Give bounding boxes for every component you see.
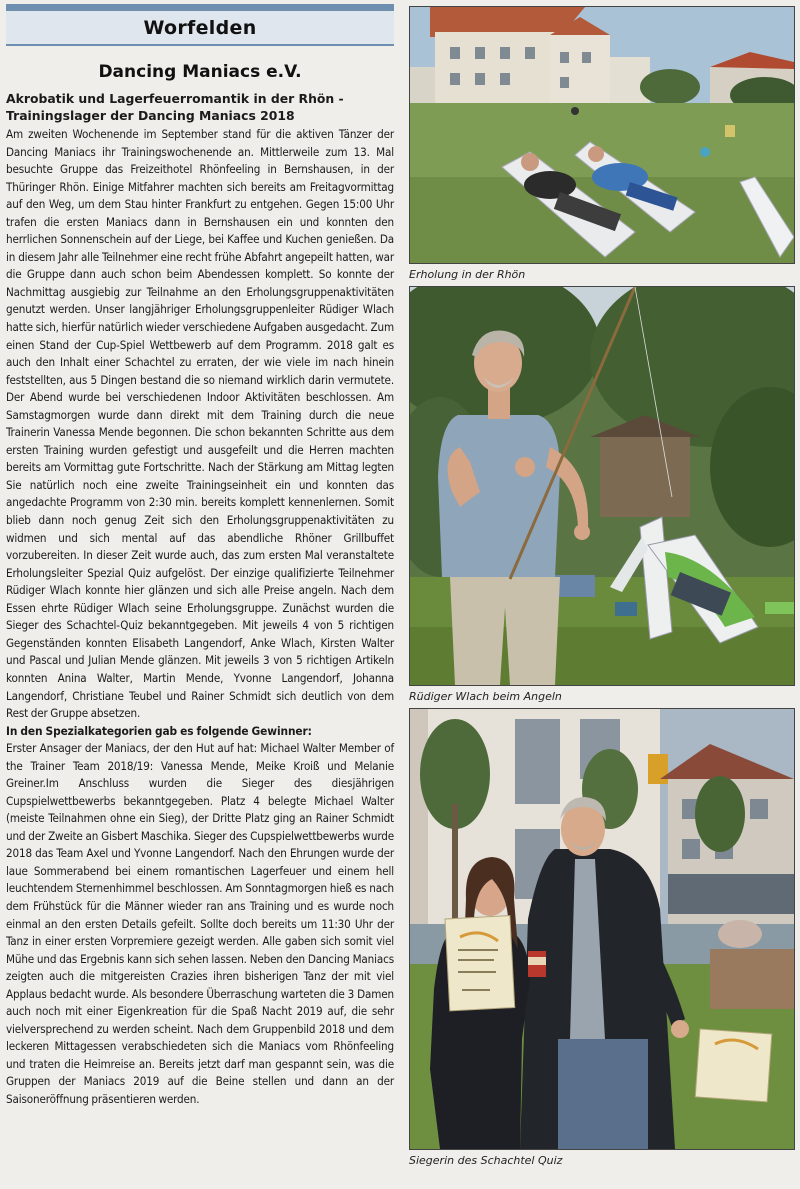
article-body [6,126,394,1109]
article-headline: Akrobatik und Lagerfeuerromantik in der Rhön - Trainingslager der Dancing Maniacs 2018 [6,91,344,123]
photo-caption-3: Siegerin des Schachtel Quiz [409,1154,563,1167]
photo-caption-1: Erholung in der Rhön [409,268,526,281]
article-org-title: Dancing Maniacs e.V. [98,62,302,82]
article-column [6,4,394,1109]
photo-quiz-winner [409,708,795,1150]
article-paragraph-1: Am zweiten Wochenende im September stand für die aktiven Tänzer der Dancing Maniacs ihr Trainingswochenende an. Mittlerweile zum 13. Mal besuchte Gruppe das Freizeithotel Rhönfeeling in Bernshausen, in der Thüringer Rhön. Einige Mitfahrer machten sich bereits am Freitagvormittag auf den Weg, um dem Stau hinter Frankfurt zu entgehen. Gegen 15:00 Uhr trafen die ersten Maniacs dann in Bernshausen ein und konnten den herrlichen Sonnenschein auf der Liege, bei Kaffee und Kuchen genießen. Da in diesem Jahr alle Teilnehmer eine recht frühe Abfahrt angepeilt hatten, war die Gruppe dann auch schon beim Abendessen komplett. So konnte der Nachmittag ausgiebig zur Teilnahme an den Erholungsgruppenaktivitäten genutzt werden. Unser langjähriger Erholungsgruppenleiter Rüdiger Wlach hatte sich, hierfür natürlich wieder verschiedene Aufgaben ausgedacht. Zum einen Stand der Cup-Spiel Wettbewerb auf dem Programm. 2018 galt es auch den Inhalt einer Schachtel zu erraten, der wie viele im nach hinein feststellten, aus 5 Dingen bestand die so niemand wirklich darin vermutete. Der Abend wurde bei verschiedenen Indoor Aktivitäten beschlossen. Am Samstagmorgen wurde dann direkt mit dem Training durch die neue Trainerin Vanessa Mende begonnen. Die schon bekannten Schritte aus dem ersten Training wurden gefestigt und ausgefeilt und die Herren machten bereits am Vormittag gute Fortschritte. Nach der Stärkung am Mittag legten Sie natürlich noch eine zweite Trainingseinheit ein und konnten das angedachte Programm von 2:30 min. bereits komplett kennenlernen. Somit blieb dann noch genug Zeit sich den Erholungsgruppenaktivitäten zu widmen und sich mental auf das abendliche Rhöner Grillbuffet vorzubereiten. In dieser Zeit wurde auch, das zum ersten Mal veranstaltete Erholungsleiter Spezial Quiz aufgelöst. Der einzige qualifizierte Teilnehmer Rüdiger Wlach konnte hier glänzen und sich alle Preise angeln. Nach dem Essen ehrte Rüdiger Wlach seine Erholungsgruppe. Zunächst wurden die Sieger des Schachtel-Quiz bekanntgegeben. Mit jeweils 4 von 5 richtigen Gegenständen konnten Elisabeth Langendorf, Anke Wlach, Kirsten Walter und Pascal und Julian Mende glänzen. Mit jeweils 3 von 5 richtigen Artikeln konnten Anina Walter, Martin Mende, Yvonne Langendorf, Johanna Langendorf, Christiane Teubel und Rainer Schmidt sich deutlich von dem Rest der Gruppe absetzen. [6,127,394,721]
photo-relaxing [409,6,795,264]
photo-column [409,6,795,1172]
photo-fishing [409,286,795,686]
article-paragraph-2: Erster Ansager der Maniacs, der den Hut auf hat: Michael Walter Member of the Trainer Team 2018/19: Vanessa Mende, Meike Kroiß und Melanie Greiner.Im Anschluss wurden die Sieger des diesjährigen Cupspielwettbewerbs bekanntgegeben. Platz 4 belegte Michael Walter (meiste Teilnahmen ohne ein Sieg), der Dritte Platz ging an Rainer Schmidt und der Zweite an Gisbert Maschika. Sieger des Cupspielwettbewerbs wurde 2018 das Team Axel und Yvonne Langendorf. Nach den Ehrungen wurde der laue Sommerabend bei einem romantischen Lagerfeuer und einem hell leuchtendem Sternenhimmel beschlossen. Am Sonntagmorgen hieß es nach dem Frühstück für die Männer wieder ran ans Training und es wurde noch einmal an den ersten Details gefeilt. Sollte doch bereits um 11:30 Uhr der Tanz in einer ersten Vorpremiere gezeigt werden. Alle gaben sich somit viel Mühe und das Ergebnis kann sich sehen lassen. Neben den Dancing Maniacs zeigten auch die mitgereisten Crazies ihren bisherigen Tanz der mit viel Applaus bedacht wurde. Als besondere Überraschung warteten die 3 Damen auch noch mit einer Eigenkreation für die Spaß Nacht 2019 auf, die sehr vielversprechend zu werden scheint. Nach dem Gruppenbild 2018 und dem leckeren Mittagessen verabschiedeten sich die Maniacs vom Rhönfeeling und traten die Heimreise an. Bereits jetzt darf man gespannt sein, was die Gruppen der Maniacs 2019 auf die Beine stellen und dann an der Saisoneröffnung präsentieren werden. [6,741,394,1107]
article-subhead: In den Spezialkategorien gab es folgende Gewinner: [6,723,312,738]
section-title: Worfelden [143,17,257,39]
photo-caption-2: Rüdiger Wlach beim Angeln [409,690,562,703]
section-banner [6,4,394,46]
